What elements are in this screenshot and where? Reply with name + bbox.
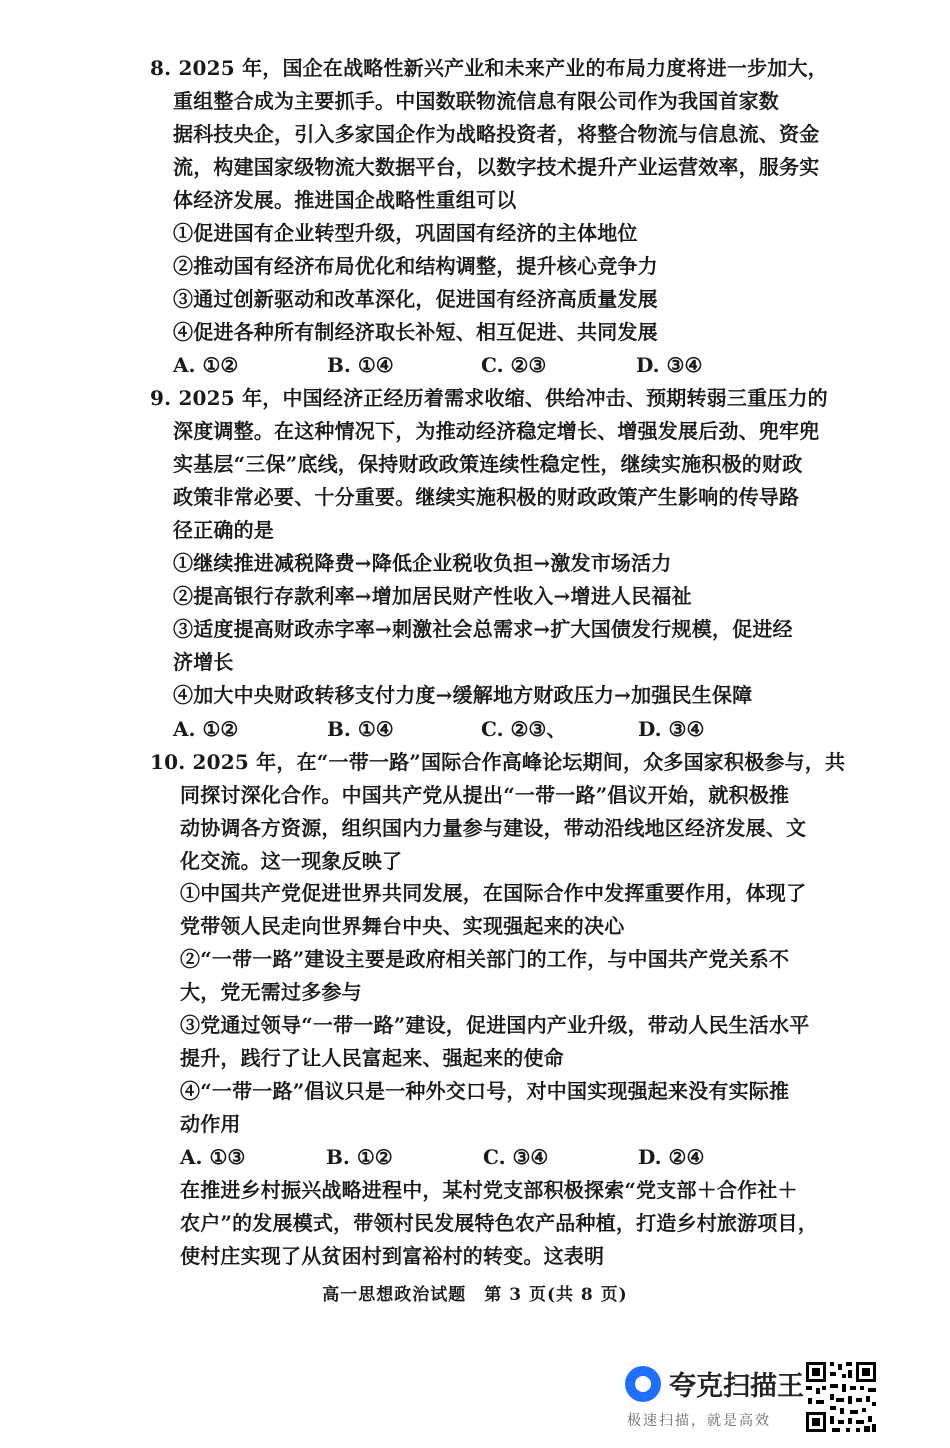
q10-item: 大，党无需过多参与 [180, 980, 362, 1004]
q10-option-a: A. ①③ [180, 1145, 246, 1169]
q9-item: ③适度提高财政赤字率→刺激社会总需求→扩大国债发行规模，促进经 [173, 617, 793, 641]
q9-item: ①继续推进减税降费→降低企业税收负担→激发市场活力 [173, 551, 672, 575]
q8-item: ④促进各种所有制经济取长补短、相互促进、共同发展 [173, 320, 658, 344]
q9-item: ②提高银行存款利率→增加居民财产性收入→增进人民福祉 [173, 584, 692, 608]
q10-stem-line: 10. 2025 年，在“一带一路”国际合作高峰论坛期间，众多国家积极参与，共 [150, 750, 846, 774]
q8-item: ③通过创新驱动和改革深化，促进国有经济高质量发展 [173, 287, 658, 311]
q8-option-c: C. ②③ [481, 353, 547, 377]
q8-stem-line: 8. 2025 年，国企在战略性新兴产业和未来产业的布局力度将进一步加大， [150, 56, 828, 80]
q8-stem-line: 据科技央企，引入多家国企作为战略投资者，将整合物流与信息流、资金 [173, 122, 820, 146]
qr-code-icon [804, 1360, 878, 1434]
q8-stem-line: 体经济发展。推进国企战略性重组可以 [173, 188, 517, 212]
q11-stem-line: 在推进乡村振兴战略进程中，某村党支部积极探索“党支部＋合作社＋ [180, 1178, 798, 1202]
q10-item: 提升，践行了让人民富起来、强起来的使命 [180, 1046, 564, 1070]
q10-option-c: C. ③④ [483, 1145, 549, 1169]
q10-stem-line: 同探讨深化合作。中国共产党从提出“一带一路”倡议开始，就积极推 [180, 783, 790, 807]
q9-stem-line: 实基层“三保”底线，保持财政政策连续性稳定性，继续实施积极的财政 [173, 452, 803, 476]
page-footer: 高一思想政治试题 第 3 页(共 8 页) [322, 1285, 628, 1305]
q8-stem-line: 流，构建国家级物流大数据平台，以数字技术提升产业运营效率，服务实 [173, 155, 820, 179]
q10-item: 动作用 [180, 1112, 241, 1136]
q8-item: ①促进国有企业转型升级，巩固国有经济的主体地位 [173, 221, 638, 245]
q9-stem-line: 9. 2025 年，中国经济正经历着需求收缩、供给冲击、预期转弱三重压力的 [150, 386, 828, 410]
q11-stem-line: 使村庄实现了从贫困村到富裕村的转变。这表明 [180, 1244, 605, 1268]
q9-option-b: B. ①④ [327, 717, 394, 741]
q10-item: ④“一带一路”倡议只是一种外交口号，对中国实现强起来没有实际推 [180, 1079, 790, 1103]
q10-option-d: D. ②④ [638, 1145, 705, 1169]
scanner-watermark [625, 1362, 804, 1432]
q10-item: ①中国共产党促进世界共同发展，在国际合作中发挥重要作用，体现了 [180, 881, 807, 905]
q8-option-b: B. ①④ [327, 353, 394, 377]
q9-stem-line: 政策非常必要、十分重要。继续实施积极的财政政策产生影响的传导路 [173, 485, 800, 509]
q8-item: ②推动国有经济布局优化和结构调整，提升核心竞争力 [173, 254, 658, 278]
q10-option-b: B. ①② [326, 1145, 393, 1169]
q10-stem-line: 化交流。这一现象反映了 [180, 849, 403, 873]
quark-logo-icon [625, 1366, 661, 1402]
q9-option-c: C. ②③、 [481, 717, 567, 741]
q9-option-d: D. ③④ [638, 717, 705, 741]
q11-stem-line: 农户”的发展模式，带领村民发展特色农产品种植，打造乡村旅游项目， [180, 1211, 818, 1235]
q9-item: ④加大中央财政转移支付力度→缓解地方财政压力→加强民生保障 [173, 683, 753, 707]
q9-stem-line: 深度调整。在这种情况下，为推动经济稳定增长、增强发展后劲、兜牢兜 [173, 419, 820, 443]
q10-stem-line: 动协调各方资源，组织国内力量参与建设，带动沿线地区经济发展、文 [180, 816, 807, 840]
brand-name: 夸克扫描王 [669, 1371, 804, 1402]
q9-option-a: A. ①② [173, 717, 239, 741]
q8-option-a: A. ①② [173, 353, 239, 377]
q8-stem-line: 重组整合成为主要抓手。中国数联物流信息有限公司作为我国首家数 [173, 89, 779, 113]
q10-item: 党带领人民走向世界舞台中央、实现强起来的决心 [180, 914, 625, 938]
q10-item: ②“一带一路”建设主要是政府相关部门的工作，与中国共产党关系不 [180, 947, 790, 971]
q9-stem-line: 径正确的是 [173, 518, 274, 542]
q9-item: 济增长 [173, 650, 234, 674]
q8-option-d: D. ③④ [636, 353, 703, 377]
q10-item: ③党通过领导“一带一路”建设，促进国内产业升级，带动人民生活水平 [180, 1013, 810, 1037]
brand-slogan: 极速扫描，就是高效 [627, 1413, 771, 1429]
